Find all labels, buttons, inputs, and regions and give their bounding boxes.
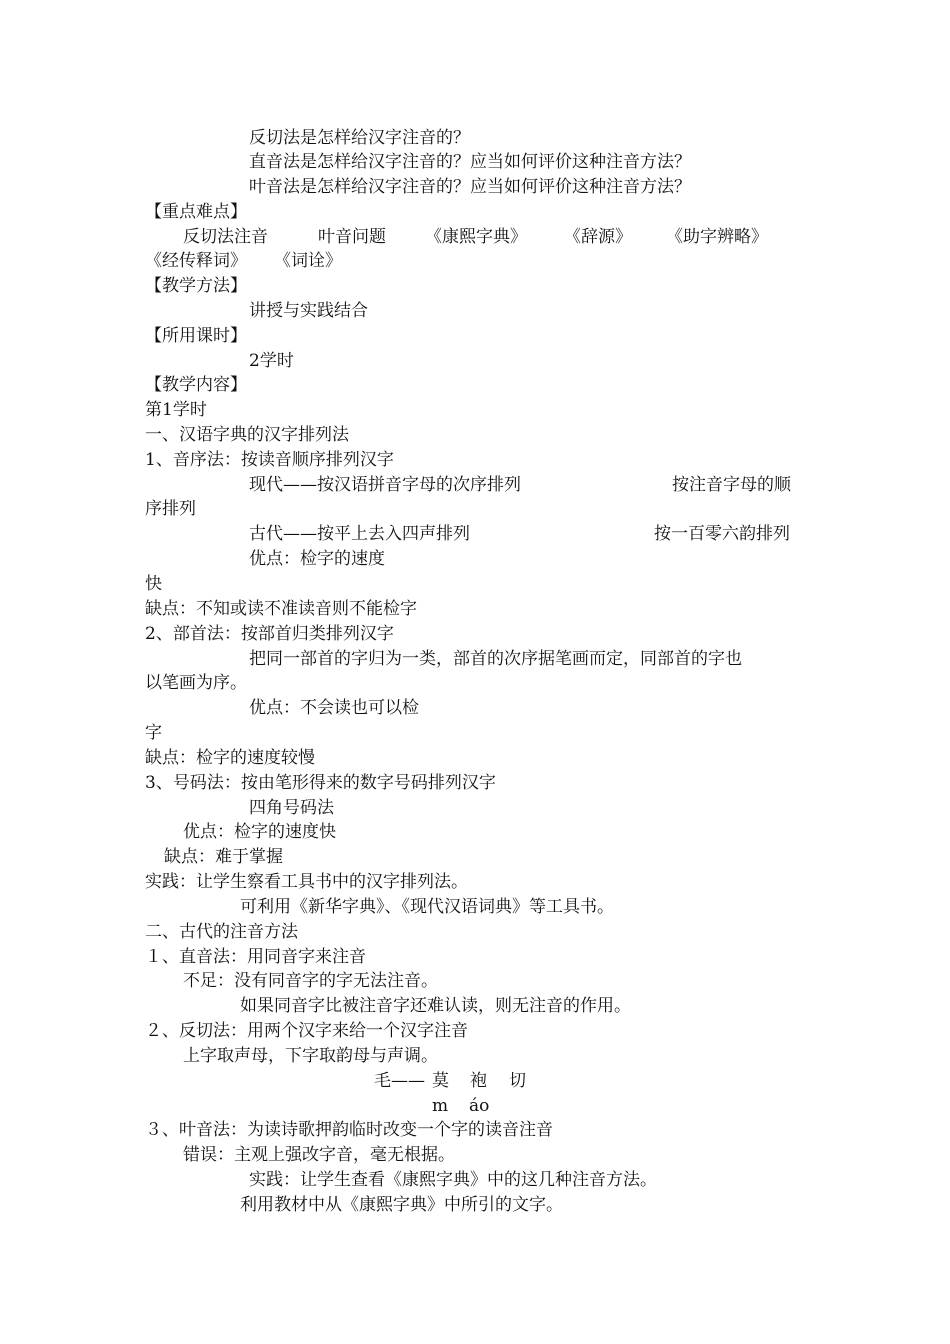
- fanqie-final: áo: [469, 1096, 490, 1116]
- phonetic-modern-alt: 按注音字母的顺: [672, 475, 791, 495]
- key-point-item: 《词诠》: [274, 251, 342, 271]
- radical-title: 2、部首法：按部首归类排列汉字: [145, 624, 394, 644]
- radical-desc: 把同一部首的字归为一类，部首的次序据笔画而定，同部首的字也: [249, 649, 742, 669]
- radical-advantage-cont: 字: [145, 723, 162, 743]
- phonetic-ancient: 古代——按平上去入四声排列: [249, 524, 470, 544]
- key-point-item: 反切法注音: [183, 227, 268, 247]
- fanqie-rule: 上字取声母，下字取韵母与声调。: [183, 1046, 438, 1066]
- fanqie-example-char: 袍: [470, 1071, 487, 1091]
- method-heading: 【教学方法】: [145, 276, 247, 296]
- intro-question-2: 直音法是怎样给汉字注音的？应当如何评价这种注音方法？: [249, 152, 691, 172]
- method-text: 讲授与实践结合: [249, 301, 368, 321]
- radical-advantage: 优点：不会读也可以检: [249, 698, 419, 718]
- section2-title: 二、古代的注音方法: [145, 922, 298, 942]
- key-point-item: 叶音问题: [318, 227, 386, 247]
- number-code-disadvantage: 缺点：难于掌握: [164, 847, 283, 867]
- direct-sound-title: １、直音法：用同音字来注音: [145, 947, 366, 967]
- xieyin-practice-note: 利用教材中从《康熙字典》中所引的文字。: [240, 1195, 563, 1215]
- phonetic-modern-cont: 序排列: [145, 499, 196, 519]
- key-point-item: 《助字辨略》: [666, 227, 768, 247]
- phonetic-advantage-cont: 快: [145, 574, 162, 594]
- key-point-item: 《辞源》: [564, 227, 632, 247]
- xieyin-title: ３、叶音法：为读诗歌押韵临时改变一个字的读音注音: [145, 1120, 553, 1140]
- key-points-heading: 【重点难点】: [145, 202, 247, 222]
- phonetic-modern: 现代——按汉语拼音字母的次序排列: [249, 475, 521, 495]
- fanqie-example-char: 切: [509, 1071, 526, 1091]
- key-point-item: 《经传释词》: [145, 251, 247, 271]
- fanqie-example-head: 毛——: [374, 1071, 425, 1091]
- number-code-title: 3、号码法：按由笔形得来的数字号码排列汉字: [145, 773, 496, 793]
- content-heading: 【教学内容】: [145, 375, 247, 395]
- fanqie-title: ２、反切法：用两个汉字来给一个汉字注音: [145, 1021, 468, 1041]
- xieyin-error: 错误：主观上强改字音，毫无根据。: [183, 1145, 455, 1165]
- section1-practice-note: 可利用《新华字典》、《现代汉语词典》等工具书。: [240, 897, 614, 917]
- lesson-label: 第1学时: [145, 400, 207, 420]
- number-code-name: 四角号码法: [249, 798, 334, 818]
- fanqie-example-char: 莫: [432, 1071, 449, 1091]
- phonetic-disadvantage: 缺点：不知或读不准读音则不能检字: [145, 599, 417, 619]
- number-code-advantage: 优点：检字的速度快: [183, 822, 336, 842]
- direct-sound-lack-cont: 如果同音字比被注音字还难认读，则无注音的作用。: [240, 996, 631, 1016]
- fanqie-initial: m: [432, 1096, 449, 1116]
- phonetic-ancient-alt: 按一百零六韵排列: [654, 524, 790, 544]
- section1-practice: 实践：让学生察看工具书中的汉字排列法。: [145, 872, 468, 892]
- phonetic-order-title: 1、音序法：按读音顺序排列汉字: [145, 450, 394, 470]
- hours-text: 2学时: [249, 351, 294, 371]
- radical-disadvantage: 缺点：检字的速度较慢: [145, 748, 315, 768]
- xieyin-practice: 实践：让学生查看《康熙字典》中的这几种注音方法。: [249, 1170, 657, 1190]
- section1-title: 一、汉语字典的汉字排列法: [145, 425, 349, 445]
- radical-desc-cont: 以笔画为序。: [145, 673, 247, 693]
- intro-question-1: 反切法是怎样给汉字注音的？: [249, 128, 470, 148]
- intro-question-3: 叶音法是怎样给汉字注音的？应当如何评价这种注音方法？: [249, 177, 691, 197]
- phonetic-advantage: 优点：检字的速度: [249, 549, 385, 569]
- key-point-item: 《康熙字典》: [425, 227, 527, 247]
- direct-sound-lack: 不足：没有同音字的字无法注音。: [183, 971, 438, 991]
- hours-heading: 【所用课时】: [145, 326, 247, 346]
